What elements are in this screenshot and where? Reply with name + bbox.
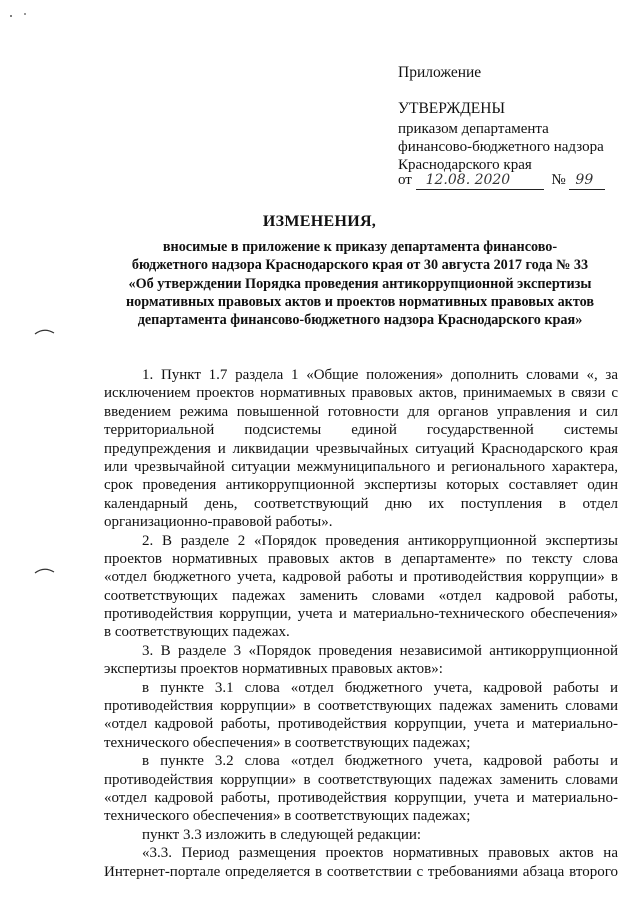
- body-line: «отдел кадровой работы, противодействия коррупции, учета и материально-: [104, 789, 618, 806]
- body-line: «3.3. Период размещения проектов нормативных правовых актов на: [142, 845, 618, 862]
- body-line: противодействия коррупции, учета и материально-технического обеспечения»: [104, 606, 618, 623]
- approved-heading: УТВЕРЖДЕНЫ: [398, 100, 505, 117]
- body-line: 2. В разделе 2 «Порядок проведения антикоррупционной экспертизы: [142, 532, 618, 549]
- number-prefix: №: [551, 172, 566, 188]
- body-line: календарный день, соответствующий дню их поступления в отдел: [104, 495, 618, 512]
- subtitle-line: вносимые в приложение к приказу департамента финансово-: [162, 239, 558, 255]
- scan-mark-left-1: [34, 328, 56, 336]
- approved-line-2: финансово-бюджетного надзора: [398, 139, 604, 155]
- body-line: пункт 3.3 изложить в следующей редакции:: [142, 826, 422, 843]
- document-subtitle: [100, 238, 620, 329]
- body-line: введением режима повышенной готовности для органов управления и сил: [104, 403, 618, 420]
- number-handwritten: 99: [575, 172, 594, 188]
- body-line: противодействия коррупции» в соответствующих падежах заменить словами: [104, 771, 618, 788]
- body-line: или чрезвычайной ситуации межмуниципального и регионального характера,: [104, 458, 618, 475]
- body-line: соответствующих падежах заменить словами «отдел кадровой работы,: [104, 587, 618, 604]
- body-line: технического обеспечения» в соответствующих падежах;: [104, 734, 471, 751]
- body-line: проектов нормативных правовых актов в департаменте» по тексту слова: [104, 550, 618, 567]
- subtitle-line: бюджетного надзора Краснодарского края от 30 августа 2017 года № 33: [131, 257, 589, 274]
- date-field: [416, 172, 544, 190]
- body-line: Интернет-портале определяется в соответствии с требованиями абзаца второго: [104, 863, 618, 880]
- body-line: «отдел кадровой работы, противодействия коррупции, учета и материально-: [104, 716, 618, 733]
- body-line: в пункте 3.2 слова «отдел бюджетного учета, кадровой работы и: [142, 753, 618, 770]
- body-line: срок проведения антикоррупционной экспертизы которых составляет один: [104, 477, 618, 494]
- order-date-number: [398, 172, 605, 190]
- body-line: 3. В разделе 3 «Порядок проведения независимой антикоррупционной: [142, 642, 618, 659]
- body-line: исключением проектов нормативных правовых актов, принимаемых в связи с: [104, 385, 618, 402]
- body-line: противодействия коррупции» в соответствующих падежах заменить словами: [104, 698, 618, 715]
- subtitle-line: департамента финансово-бюджетного надзора Краснодарского края»: [137, 312, 583, 329]
- date-handwritten: 12.08. 2020: [425, 172, 511, 188]
- body-line: «отдел бюджетного учета, кадровой работы и противодействия коррупции» в: [104, 569, 618, 586]
- subtitle-line: нормативных правовых актов и проектов нормативных правовых актов: [125, 293, 595, 310]
- body-line: территориальной подсистемы единой государственной системы: [104, 422, 618, 439]
- scan-mark-top: [8, 12, 30, 20]
- subtitle-line: «Об утверждении Порядка проведения антикоррупционной экспертизы: [128, 275, 592, 292]
- date-prefix: от: [398, 172, 412, 188]
- body-line: экспертизы проектов нормативных правовых актов»:: [104, 661, 443, 678]
- body-line: организационно-правовой работы».: [104, 514, 333, 531]
- appendix-label: Приложение: [398, 64, 482, 81]
- body-line: в соответствующих падежах.: [104, 624, 290, 641]
- document-body: [104, 366, 618, 881]
- approved-line-3: Краснодарского края: [398, 157, 532, 173]
- scan-mark-left-2: [34, 567, 56, 575]
- body-line: предупреждения и ликвидации чрезвычайных ситуаций Краснодарского края: [104, 440, 618, 457]
- body-line: 1. Пункт 1.7 раздела 1 «Общие положения» дополнить словами «, за: [142, 367, 618, 383]
- body-line: технического обеспечения» в соответствующих падежах;: [104, 808, 471, 825]
- body-line: в пункте 3.1 слова «отдел бюджетного учета, кадровой работы и: [142, 679, 618, 696]
- document-title: ИЗМЕНЕНИЯ,: [262, 213, 377, 230]
- approved-line-1: приказом департамента: [398, 121, 549, 137]
- number-field: [569, 172, 605, 190]
